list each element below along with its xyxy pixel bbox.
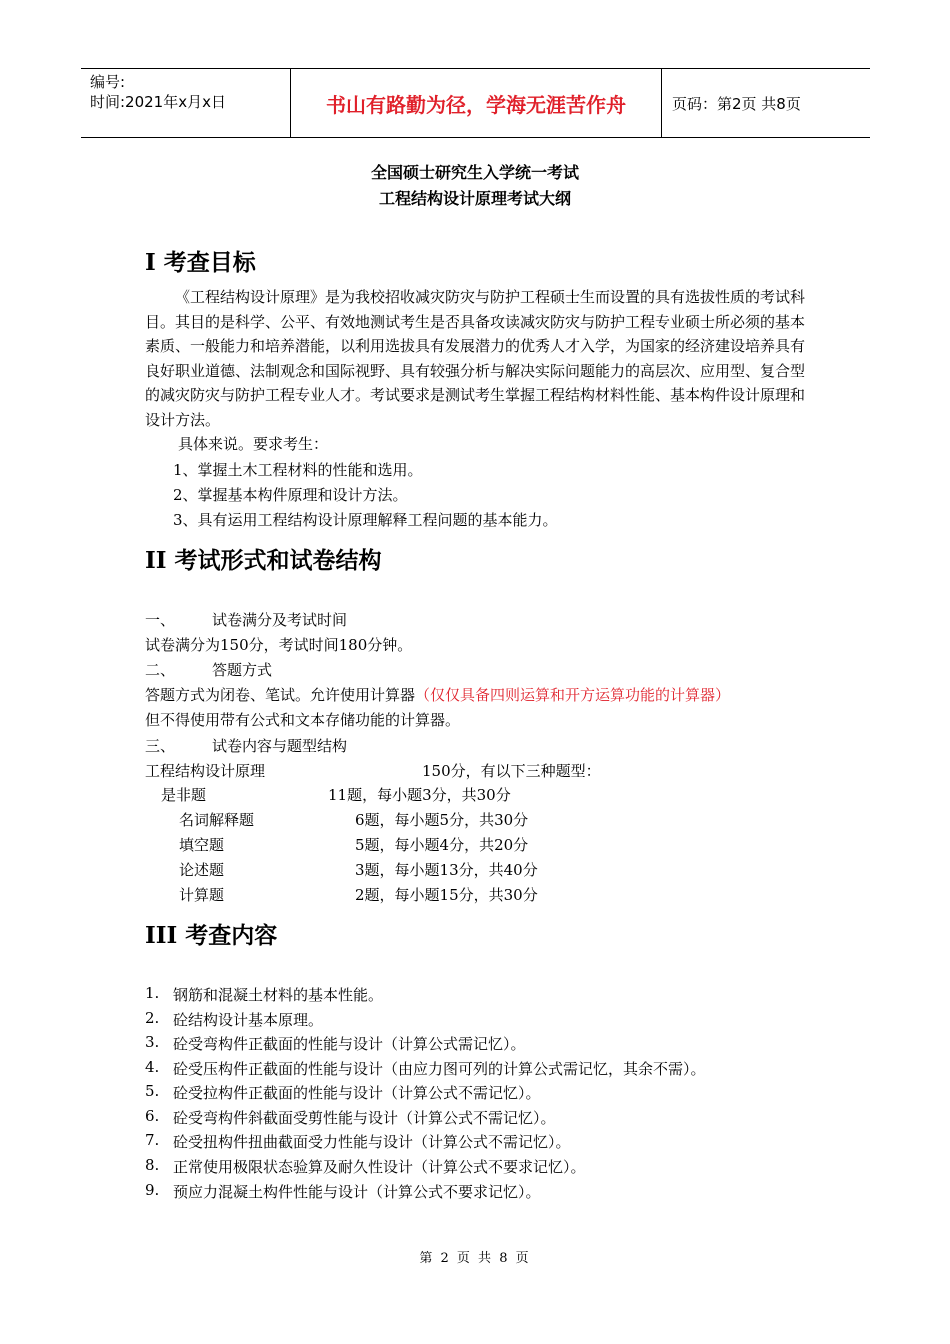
header-meta [81,69,291,137]
sub2-text-note: （仅仅具备四则运算和开方运算功能的计算器） [415,686,731,704]
type-name: 名词解释题 [179,811,255,829]
sub3-title: 试卷内容与题型结构 [212,737,348,755]
list-item: 钢筋和混凝土材料的基本性能。 [173,986,384,1004]
list-item-number: 3. [145,1033,160,1051]
section1-paragraph-text: 《工程结构设计原理》是为我校招收减灾防灾与防护工程硕士生而设置的具有选拔性质的考试科目。其目的是科学、公平、有效地测试考生是否具备攻读减灾防灾与防护工程专业硕士所必须的基本素质、一般能力和培养潜能，以利用选拔具有发展潜力的优秀人才入学，为国家的经济建设培养具有良好职业道德、法制观念和国际视野、具有较强分析与解决实际问题能力的高层次、应用型、复合型的减灾防灾与防护工程专业人才。考试要求是测试考生掌握工程结构材料性能、基本构件设计原理和设计方法。 [145,288,806,429]
list-item: 砼受弯构件斜截面受剪性能与设计（计算公式不需记忆）。 [173,1109,556,1127]
subject-name: 工程结构设计原理 [145,762,266,780]
sub2-text-cont: 但不得使用带有公式和文本存储功能的计算器。 [145,711,461,729]
section1-intro: 具体来说。要求考生： [178,435,329,453]
type-name: 是非题 [161,786,207,804]
header-motto: 书山有路勤为径，学海无涯苦作舟 [291,69,662,137]
list-item-number: 6. [145,1107,160,1125]
section1-heading: I 考查目标 [145,249,256,276]
sub2-text [145,684,730,705]
list-item: 砼受压构件正截面的性能与设计（由应力图可列的计算公式需记忆，其余不需）。 [173,1060,706,1078]
header-page-info: 页码：第2页 共8页 [672,94,801,113]
date-label: 时间:2021年x月x日 [90,93,226,111]
sub2-number: 二、 [145,661,176,679]
document-title-line2: 工程结构设计原理考试大纲 [378,189,571,208]
list-item: 正常使用极限状态验算及耐久性设计（计算公式不要求记忆）。 [173,1158,586,1176]
section3-heading: III 考查内容 [145,922,278,949]
sub3-number: 三、 [145,737,176,755]
section1-item-1: 1、掌握土木工程材料的性能和选用。 [173,461,423,479]
serial-label: 编号: [90,73,126,91]
section1-paragraph [145,285,807,432]
document-title-line1: 全国硕士研究生入学统一考试 [370,163,579,182]
list-item: 砼受扭构件扭曲截面受力性能与设计（计算公式不需记忆）。 [173,1133,571,1151]
type-detail: 3题，每小题13分，共40分 [355,861,538,879]
list-item-number: 5. [145,1082,160,1100]
subject-score: 150分，有以下三种题型： [422,762,601,780]
sub1-text: 试卷满分为150分，考试时间180分钟。 [145,636,413,654]
list-item-number: 8. [145,1156,160,1174]
type-detail: 5题，每小题4分，共20分 [355,836,529,854]
list-item: 砼受弯构件正截面的性能与设计（计算公式需记忆）。 [173,1035,526,1053]
list-item-number: 1. [145,984,160,1002]
list-item: 砼结构设计基本原理。 [173,1011,324,1029]
page-footer: 第 2 页 共 8 页 [419,1251,531,1266]
type-name: 论述题 [179,861,225,879]
page-header [81,68,870,138]
section1-item-2: 2、掌握基本构件原理和设计方法。 [173,486,408,504]
list-item-number: 9. [145,1181,160,1199]
type-detail: 2题，每小题15分，共30分 [355,886,538,904]
sub1-title: 试卷满分及考试时间 [212,611,348,629]
type-detail: 6题，每小题5分，共30分 [355,811,529,829]
sub1-number: 一、 [145,611,176,629]
list-item: 砼受拉构件正截面的性能与设计（计算公式不需记忆）。 [173,1084,541,1102]
section1-item-3: 3、具有运用工程结构设计原理解释工程问题的基本能力。 [173,511,558,529]
list-item-number: 2. [145,1009,160,1027]
type-name: 填空题 [179,836,225,854]
list-item-number: 7. [145,1131,160,1149]
type-name: 计算题 [179,886,225,904]
sub2-text-main: 答题方式为闭卷、笔试。允许使用计算器 [145,686,416,704]
list-item: 预应力混凝土构件性能与设计（计算公式不要求记忆）。 [173,1183,541,1201]
list-item-number: 4. [145,1058,160,1076]
type-detail: 11题，每小题3分，共30分 [328,786,511,804]
section2-heading: II 考试形式和试卷结构 [145,547,382,574]
sub2-title: 答题方式 [212,661,273,679]
